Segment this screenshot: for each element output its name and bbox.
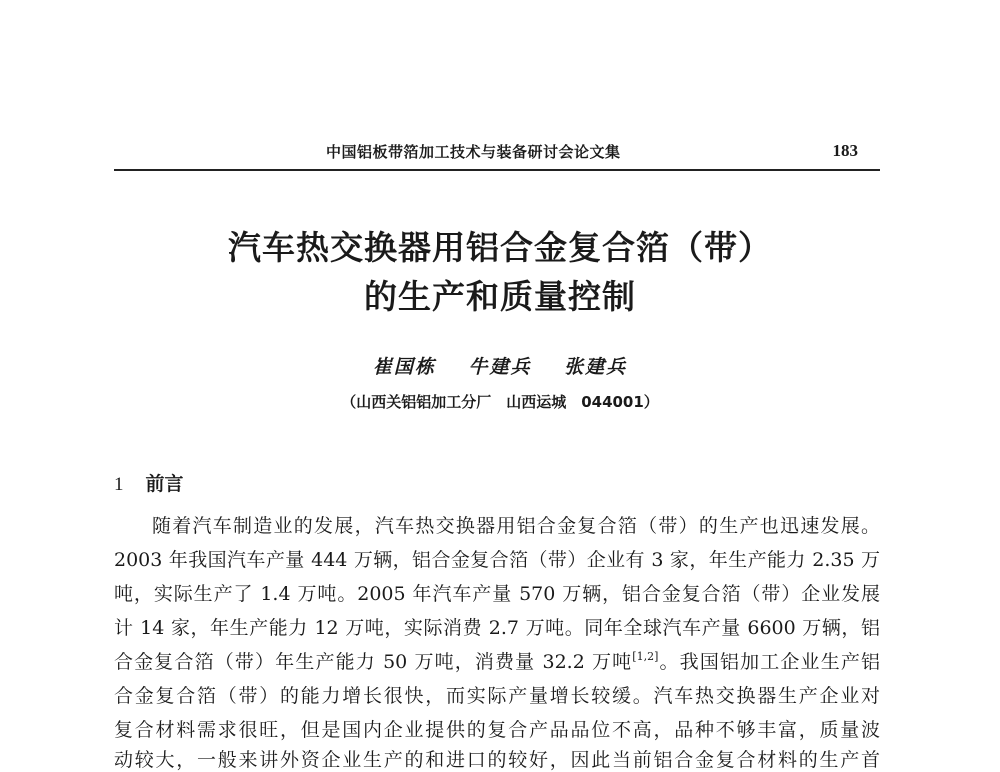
author-name: 张建兵 <box>564 356 628 378</box>
section-title: 前言 <box>145 473 184 495</box>
author-name: 崔国栋 <box>372 356 436 378</box>
paragraph-line: 复合材料需求很旺，但是国内企业提供的复合产品品位不高，品种不够丰富，质量波 <box>114 719 880 741</box>
article-title-line-1: 汽车热交换器用铝合金复合箔（带） <box>228 228 772 267</box>
citation-ref: [1,2] <box>632 650 659 663</box>
page-number: 183 <box>832 141 858 160</box>
paragraph-line: 计 14 家，年生产能力 12 万吨，实际消费 2.7 万吨。同年全球汽车产量 6600 万辆，铝 <box>114 617 880 639</box>
paragraph-line: 吨，实际生产了 1.4 万吨。2005 年汽车产量 570 万辆，铝合金复合箔（带）企业发展 <box>114 583 880 605</box>
paragraph-line <box>114 650 880 674</box>
author-list <box>0 352 1000 379</box>
paragraph-line: 随着汽车制造业的发展，汽车热交换器用铝合金复合箔（带）的生产也迅速发展。 <box>152 515 880 537</box>
journal-title: 中国铝板带箔加工技术与装备研讨会论文集 <box>326 143 621 161</box>
paragraph-line: 动较大，一般来讲外资企业生产的和进口的较好，因此当前铝合金复合材料的生产首 <box>114 749 880 771</box>
paragraph-text: 合金复合箔（带）年生产能力 50 万吨，消费量 32.2 万吨 <box>114 651 633 673</box>
section-heading <box>114 469 184 496</box>
author-name: 牛建兵 <box>468 356 532 378</box>
section-number: 1 <box>114 474 124 495</box>
paragraph-line: 2003 年我国汽车产量 444 万辆，铝合金复合箔（带）企业有 3 家，年生产能力 2.35 万 <box>114 549 880 571</box>
author-affiliation: （山西关铝铝加工分厂 山西运城 044001） <box>341 393 659 411</box>
paragraph-text: 。我国铝加工企业生产铝 <box>658 651 880 673</box>
paragraph-line: 合金复合箔（带）的能力增长很快，而实际产量增长较缓。汽车热交换器生产企业对 <box>114 685 880 707</box>
running-header <box>114 139 880 171</box>
article-title-line-2: 的生产和质量控制 <box>364 277 636 316</box>
